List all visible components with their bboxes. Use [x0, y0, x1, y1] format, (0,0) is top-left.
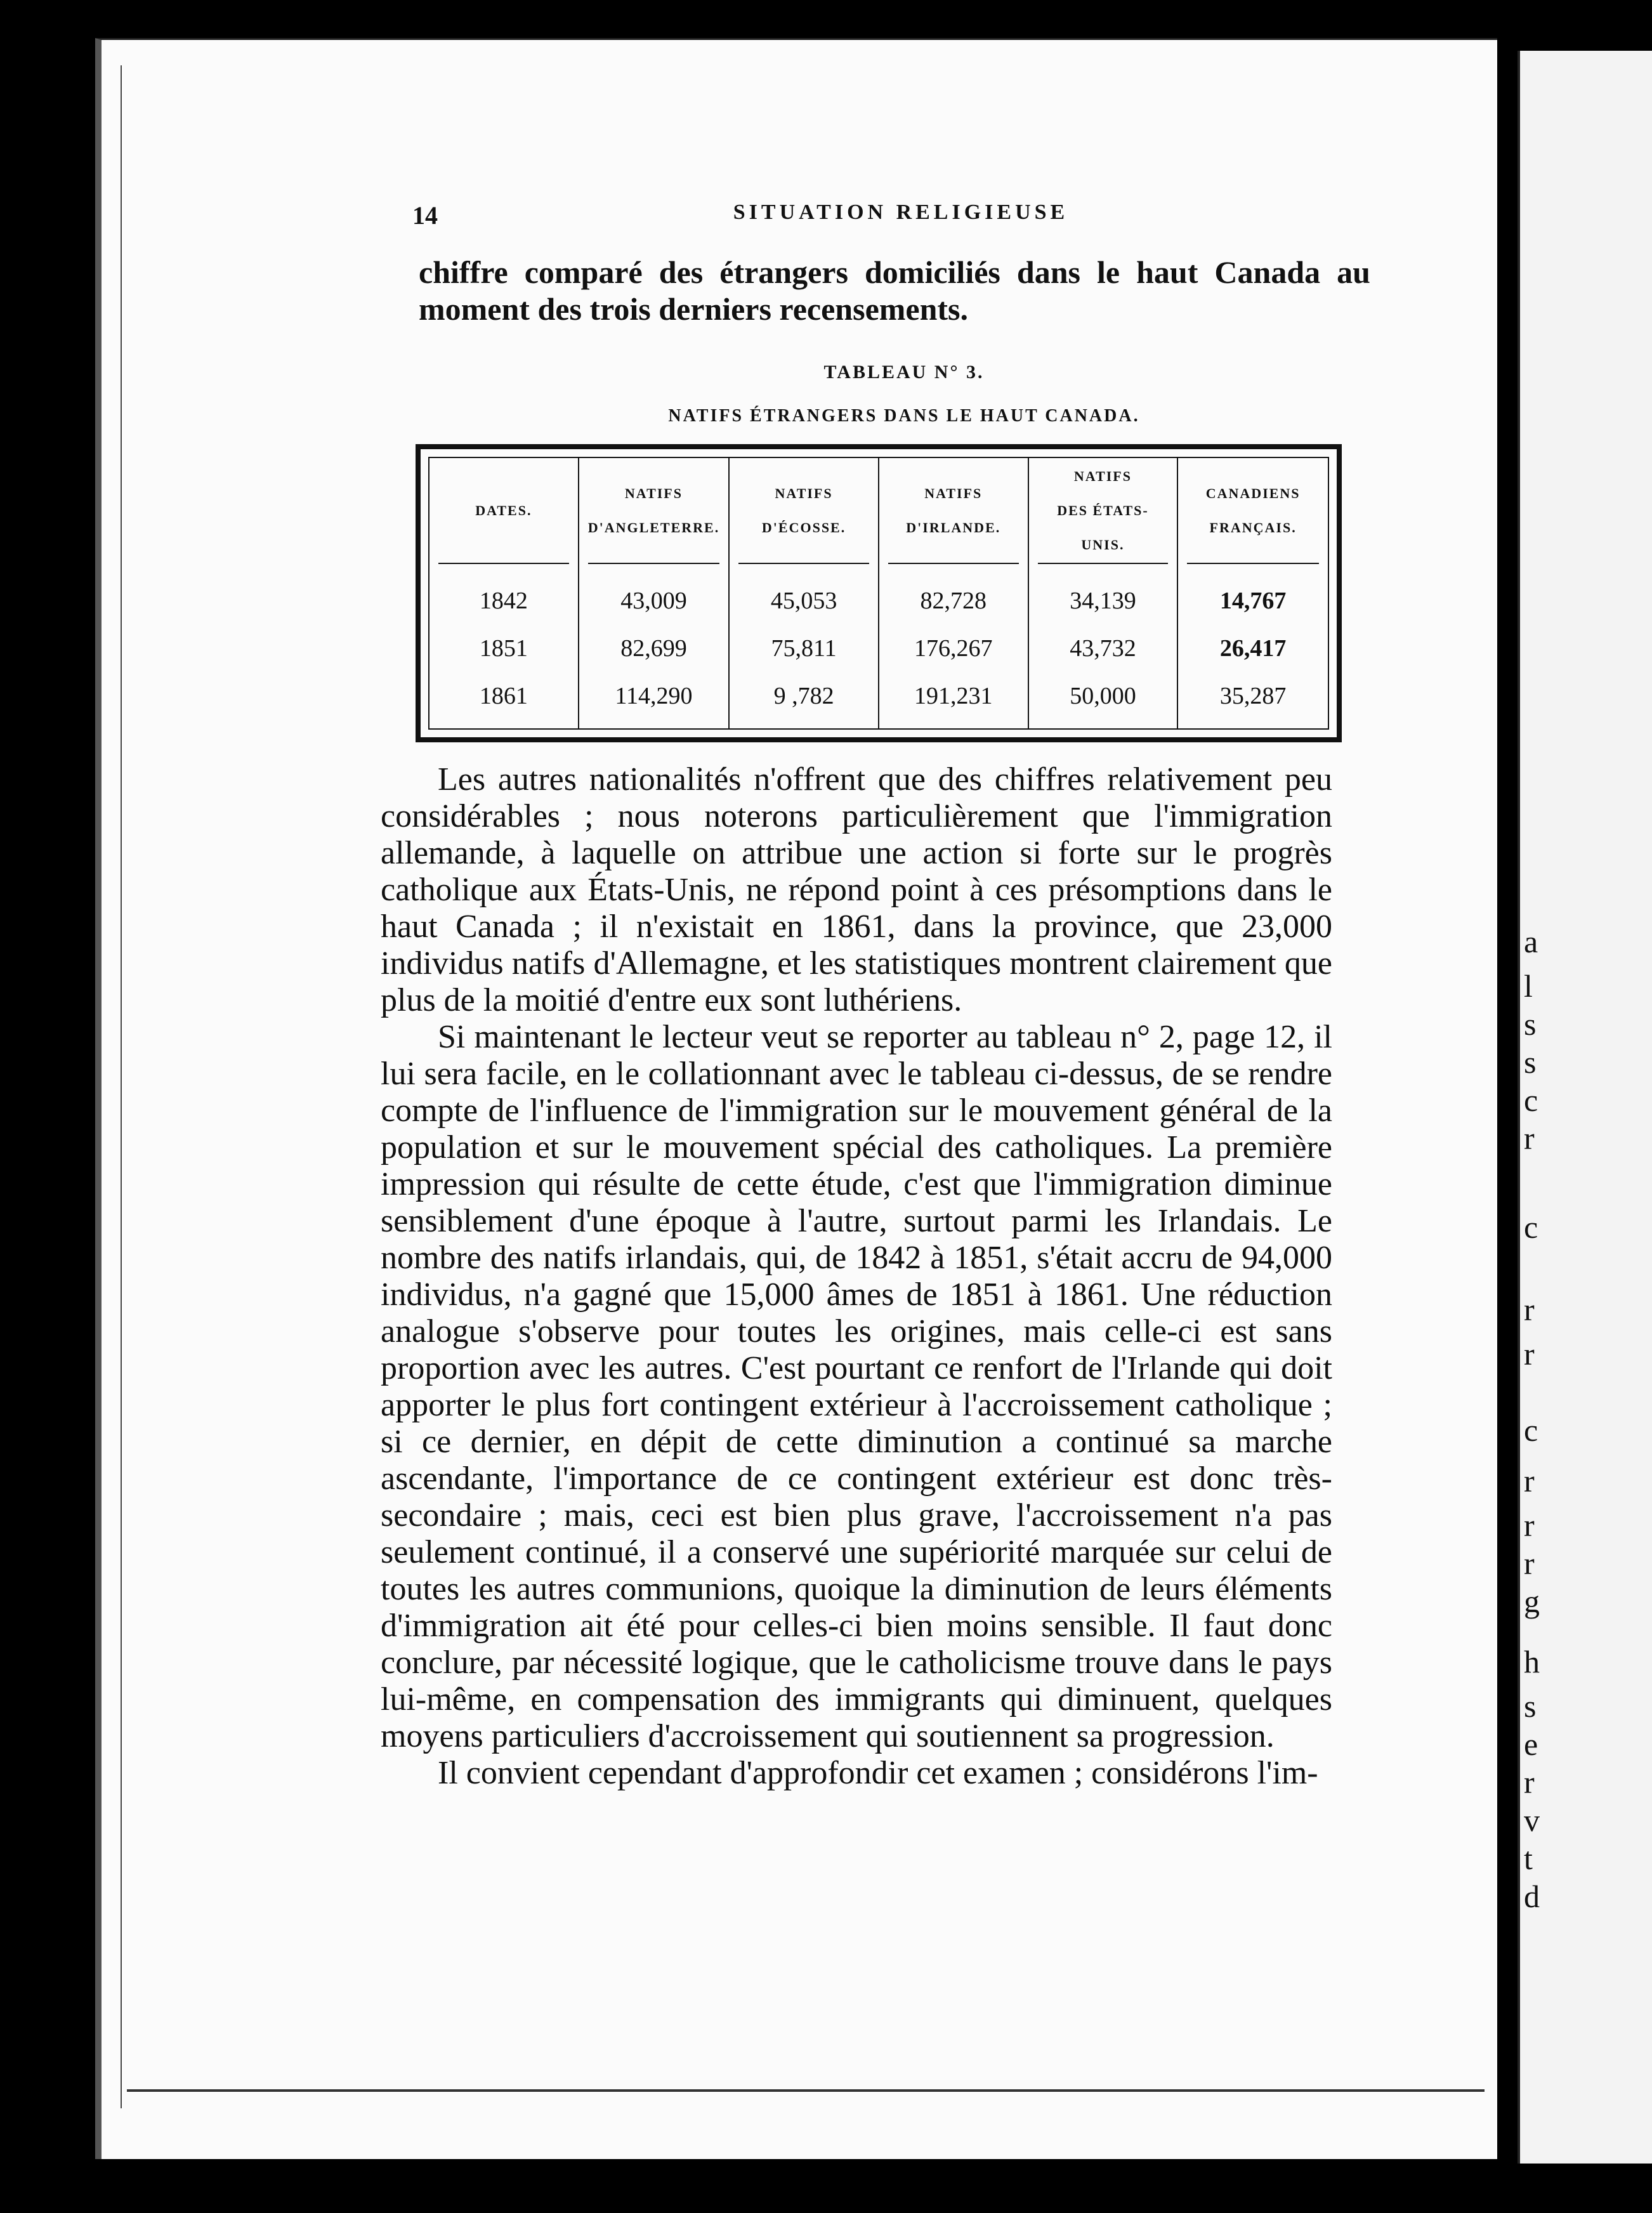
- table-cell: 43,732: [1070, 634, 1136, 662]
- column-header: CANADIENS FRANÇAIS.: [1187, 458, 1319, 564]
- edge-letter: h: [1524, 1644, 1540, 1679]
- table-cell: 176,267: [914, 634, 993, 662]
- page-gutter-line: [121, 65, 122, 2108]
- table-column: [579, 458, 730, 728]
- table-column: [1178, 458, 1328, 728]
- table-cell: 75,811: [771, 634, 837, 662]
- edge-letter: r: [1524, 1764, 1535, 1800]
- edge-letter: r: [1524, 1292, 1535, 1327]
- edge-letter: c: [1524, 1209, 1538, 1245]
- edge-letter: r: [1524, 1336, 1535, 1372]
- column-header: NATIFS D'ANGLETERRE.: [588, 458, 720, 564]
- running-head: SITUATION RELIGIEUSE: [733, 200, 1069, 224]
- table-column: [730, 458, 879, 728]
- table-cell: 45,053: [770, 587, 837, 614]
- column-header: DATES.: [438, 458, 569, 564]
- table-column: [429, 458, 579, 728]
- column-header: NATIFS D'ÉCOSSE.: [738, 458, 869, 564]
- page-number: 14: [412, 201, 438, 230]
- table-cell: 1861: [479, 682, 528, 709]
- table-cell: 82,728: [920, 587, 987, 614]
- paragraph: Les autres nationalités n'offrent que des chiffres relativement peu considérables ; nous noterons particulièrement que l'immigration allemande, à laquelle on attribue une action si forte sur le progrès catholique aux États-Unis, ne répond point à ces présomptions dans le haut Canada ; il n'existait en 1861, dans la province, que 23,000 individus natifs d'Allemagne, et les statistiques montrent clairement que plus de la moitié d'entre eux sont luthériens.: [381, 761, 1332, 1018]
- table-column: [1029, 458, 1179, 728]
- edge-letter: d: [1524, 1879, 1540, 1914]
- page-bottom-rule: [127, 2089, 1485, 2092]
- table-cell: 1842: [479, 587, 528, 614]
- table-cell: 26,417: [1219, 634, 1287, 662]
- table-cell: 82,699: [620, 634, 687, 662]
- edge-letter: v: [1524, 1803, 1540, 1838]
- edge-letter: r: [1524, 1463, 1535, 1499]
- edge-letter: c: [1524, 1412, 1538, 1448]
- table-cell: 191,231: [914, 682, 993, 709]
- table-cell: 43,009: [620, 587, 687, 614]
- edge-letter: s: [1524, 1044, 1537, 1080]
- page-header: [412, 200, 1383, 230]
- edge-letter: r: [1524, 1507, 1535, 1543]
- table-cell: 34,139: [1070, 587, 1136, 614]
- table-cell: 35,287: [1219, 682, 1287, 709]
- edge-letter: e: [1524, 1726, 1538, 1762]
- edge-letter: a: [1524, 924, 1538, 959]
- table-title: TABLEAU N° 3.: [823, 362, 985, 383]
- paragraph: Si maintenant le lecteur veut se reporter au tableau n° 2, page 12, il lui sera facile, en le collationnant avec le tableau ci-dessus, de se rendre compte de l'influence de l'immigration sur le mouvement général de la population et sur le mouvement spécial des catholiques. La première impression qui résulte de cette étude, c'est que l'immigration diminue sensiblement d'une époque à l'autre, surtout parmi les Irlandais. Le nombre des natifs irlandais, qui, de 1842 à 1851, s'était accru de 94,000 individus, n'a gagné que 15,000 âmes de 1851 à 1861. Une réduction analogue s'observe pour toutes les origines, mais celle-ci est sans proportion avec les autres. C'est pourtant ce renfort de l'Irlande qui doit apporter le plus fort contingent extérieur à l'accroissement catholique ; si ce dernier, en dépit de cette diminution a continué sa marche ascendante, l'importance de ce contingent extérieur est donc très-secondaire ; mais, ceci est bien plus grave, l'accroissement n'a pas seulement continué, il a conservé une supériorité marquée sur celui de toutes les autres communions, quoique la diminution de leurs éléments d'immigration ait été pour celles-ci bien moins sensible. Il faut donc conclure, par nécessité logique, que le catholicisme trouve dans le pays lui-même, en compensation des immigrants qui diminuent, quelques moyens particuliers d'accroissement qui soutiennent sa progression.: [381, 1019, 1332, 1754]
- column-header: NATIFS D'IRLANDE.: [888, 458, 1019, 564]
- edge-letter: t: [1524, 1841, 1533, 1876]
- edge-letter: r: [1524, 1546, 1535, 1581]
- statistics-table: [416, 444, 1342, 742]
- body-text: [381, 761, 1332, 1792]
- edge-letter: s: [1524, 1006, 1537, 1042]
- paragraph: Il convient cependant d'approfondir cet examen ; considérons l'im-: [438, 1755, 1318, 1791]
- intro-text: chiffre comparé des étrangers domiciliés dans le haut Canada au moment des trois derniers recensements.: [419, 254, 1370, 327]
- edge-letter: c: [1524, 1082, 1538, 1118]
- table-cell: 14,767: [1219, 587, 1287, 614]
- table-cell: 9 ,782: [773, 682, 834, 709]
- edge-letter: l: [1524, 968, 1533, 1004]
- edge-letter: g: [1524, 1584, 1540, 1619]
- table-cell: 114,290: [615, 682, 693, 709]
- table-column: [879, 458, 1029, 728]
- table-subtitle: NATIFS ÉTRANGERS DANS LE HAUT CANADA.: [668, 406, 1140, 426]
- edge-letter: s: [1524, 1688, 1537, 1724]
- facing-page-edge: [1518, 51, 1652, 2164]
- table-cell: 1851: [479, 634, 528, 662]
- column-header: NATIFS DES ÉTATS-UNIS.: [1038, 458, 1169, 564]
- edge-letter: r: [1524, 1120, 1535, 1156]
- table-cell: 50,000: [1070, 682, 1136, 709]
